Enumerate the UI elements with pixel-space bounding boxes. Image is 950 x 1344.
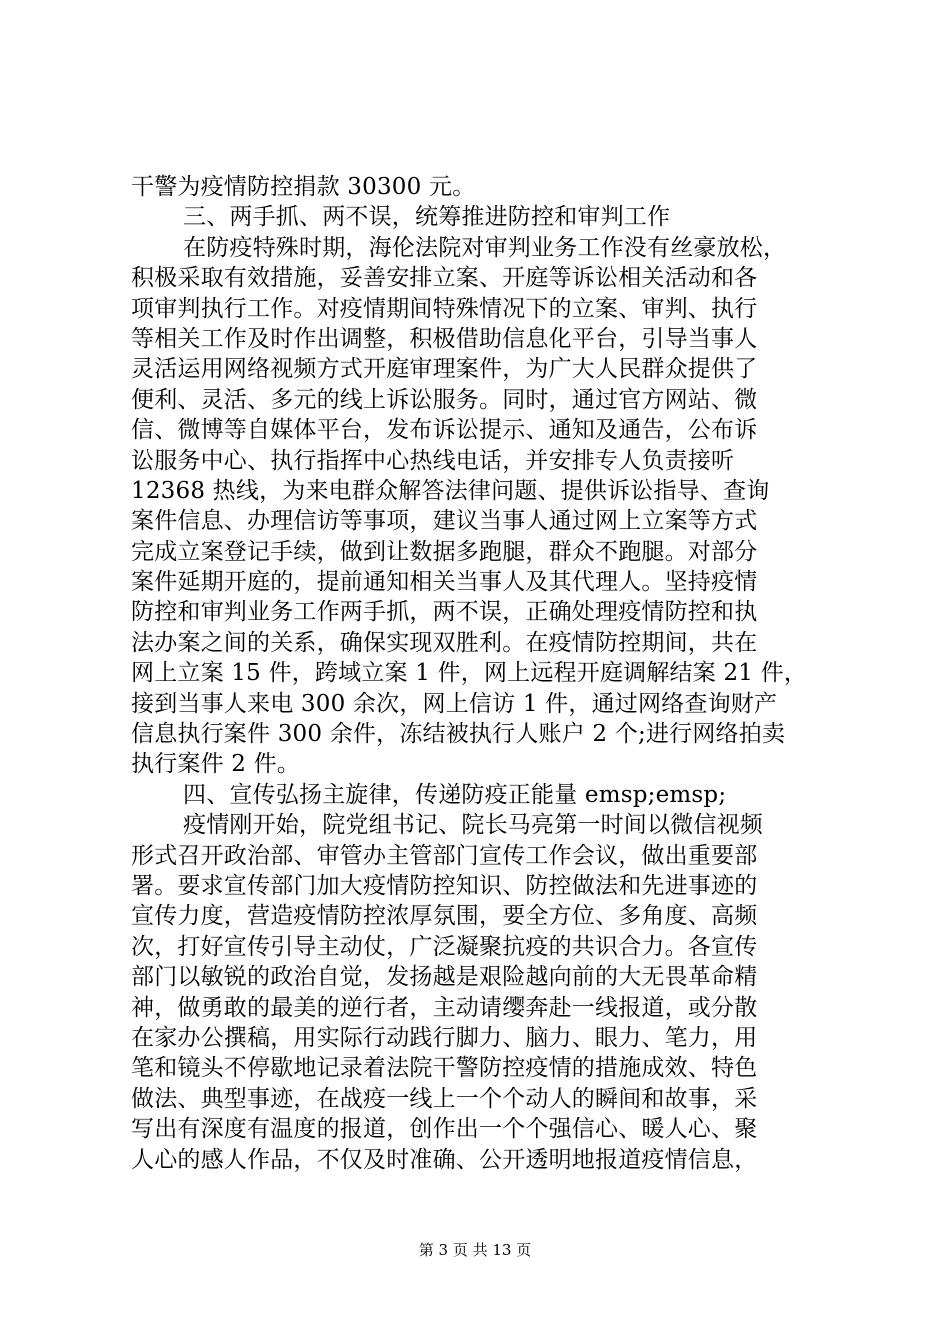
text-line: 网上立案 15 件，跨域立案 1 件，网上远程开庭调解结案 21 件， — [131, 660, 808, 687]
text-line: 项审判执行工作。对疫情期间特殊情况下的立案、审判、执行 — [131, 295, 758, 322]
text-line: 12368 热线，为来电群众解答法律问题、提供诉讼指导、查询 — [131, 477, 770, 504]
text-line: 防控和审判业务工作两手抓，两不误，正确处理疫情防控和执 — [131, 599, 758, 626]
text-line: 完成立案登记手续，做到让数据多跑腿，群众不跑腿。对部分 — [131, 538, 758, 565]
text-line: 案件信息、办理信访等事项，建议当事人通过网上立案等方式 — [131, 508, 758, 535]
text-line: 在家办公撰稿，用实际行动践行脚力、脑力、眼力、笔力，用 — [131, 1024, 758, 1051]
text-line: 署。要求宣传部门加大疫情防控知识、防控做法和先进事迹的 — [131, 872, 758, 899]
text-line: 次，打好宣传引导主动仗，广泛凝聚抗疫的共识合力。各宣传 — [131, 933, 758, 960]
text-line: 神，做勇敢的最美的逆行者，主动请缨奔赴一线报道，或分散 — [131, 994, 758, 1021]
page-footer: 第 3 页 共 13 页 — [418, 1241, 532, 1259]
text-line: 人心的感人作品，不仅及时准确、公开透明地报道疫情信息， — [131, 1146, 758, 1173]
text-line: 笔和镜头不停歇地记录着法院干警防控疫情的措施成效、特色 — [131, 1055, 758, 1082]
body-text — [131, 172, 831, 1175]
text-line: 四、宣传弘扬主旋律，传递防疫正能量 emsp;emsp; — [183, 781, 727, 808]
text-line: 案件延期开庭的，提前通知相关当事人及其代理人。坚持疫情 — [131, 569, 758, 596]
text-line: 形式召开政治部、审管办主管部门宣传工作会议，做出重要部 — [131, 842, 758, 869]
text-line: 积极采取有效措施，妥善安排立案、开庭等诉讼相关活动和各 — [131, 265, 758, 292]
text-line: 宣传力度，营造疫情防控浓厚氛围，要全方位、多角度、高频 — [131, 903, 758, 930]
text-line: 写出有深度有温度的报道，创作出一个个强信心、暖人心、聚 — [131, 1116, 758, 1143]
text-line: 灵活运用网络视频方式开庭审理案件，为广大人民群众提供了 — [131, 356, 758, 383]
text-line: 做法、典型事迹，在战疫一线上一个个动人的瞬间和故事，采 — [131, 1085, 758, 1112]
text-line: 便利、灵活、多元的线上诉讼服务。同时，通过官方网站、微 — [131, 386, 758, 413]
text-line: 干警为疫情防控捐款 30300 元。 — [131, 174, 476, 200]
text-line: 接到当事人来电 300 余次，网上信访 1 件，通过网络查询财产 — [131, 690, 778, 717]
text-line: 部门以敏锐的政治自觉，发扬越是艰险越向前的大无畏革命精 — [131, 964, 758, 991]
text-line: 讼服务中心、执行指挥中心热线电话，并安排专人负责接听 — [131, 447, 735, 474]
text-line: 执行案件 2 件。 — [131, 751, 301, 778]
text-line: 在防疫特殊时期，海伦法院对审判业务工作没有丝豪放松， — [183, 234, 787, 261]
text-line: 法办案之间的关系，确保实现双胜利。在疫情防控期间，共在 — [131, 629, 758, 656]
text-line: 信息执行案件 300 余件，冻结被执行人账户 2 个;进行网络拍卖 — [131, 721, 786, 748]
text-line: 三、两手抓、两不误，统筹推进防控和审判工作 — [183, 204, 671, 231]
text-line: 信、微博等自媒体平台，发布诉讼提示、通知及通告，公布诉 — [131, 417, 758, 444]
text-line: 疫情刚开始，院党组书记、院长马亮第一时间以微信视频 — [183, 812, 763, 839]
text-line: 等相关工作及时作出调整，积极借助信息化平台，引导当事人 — [131, 325, 758, 352]
